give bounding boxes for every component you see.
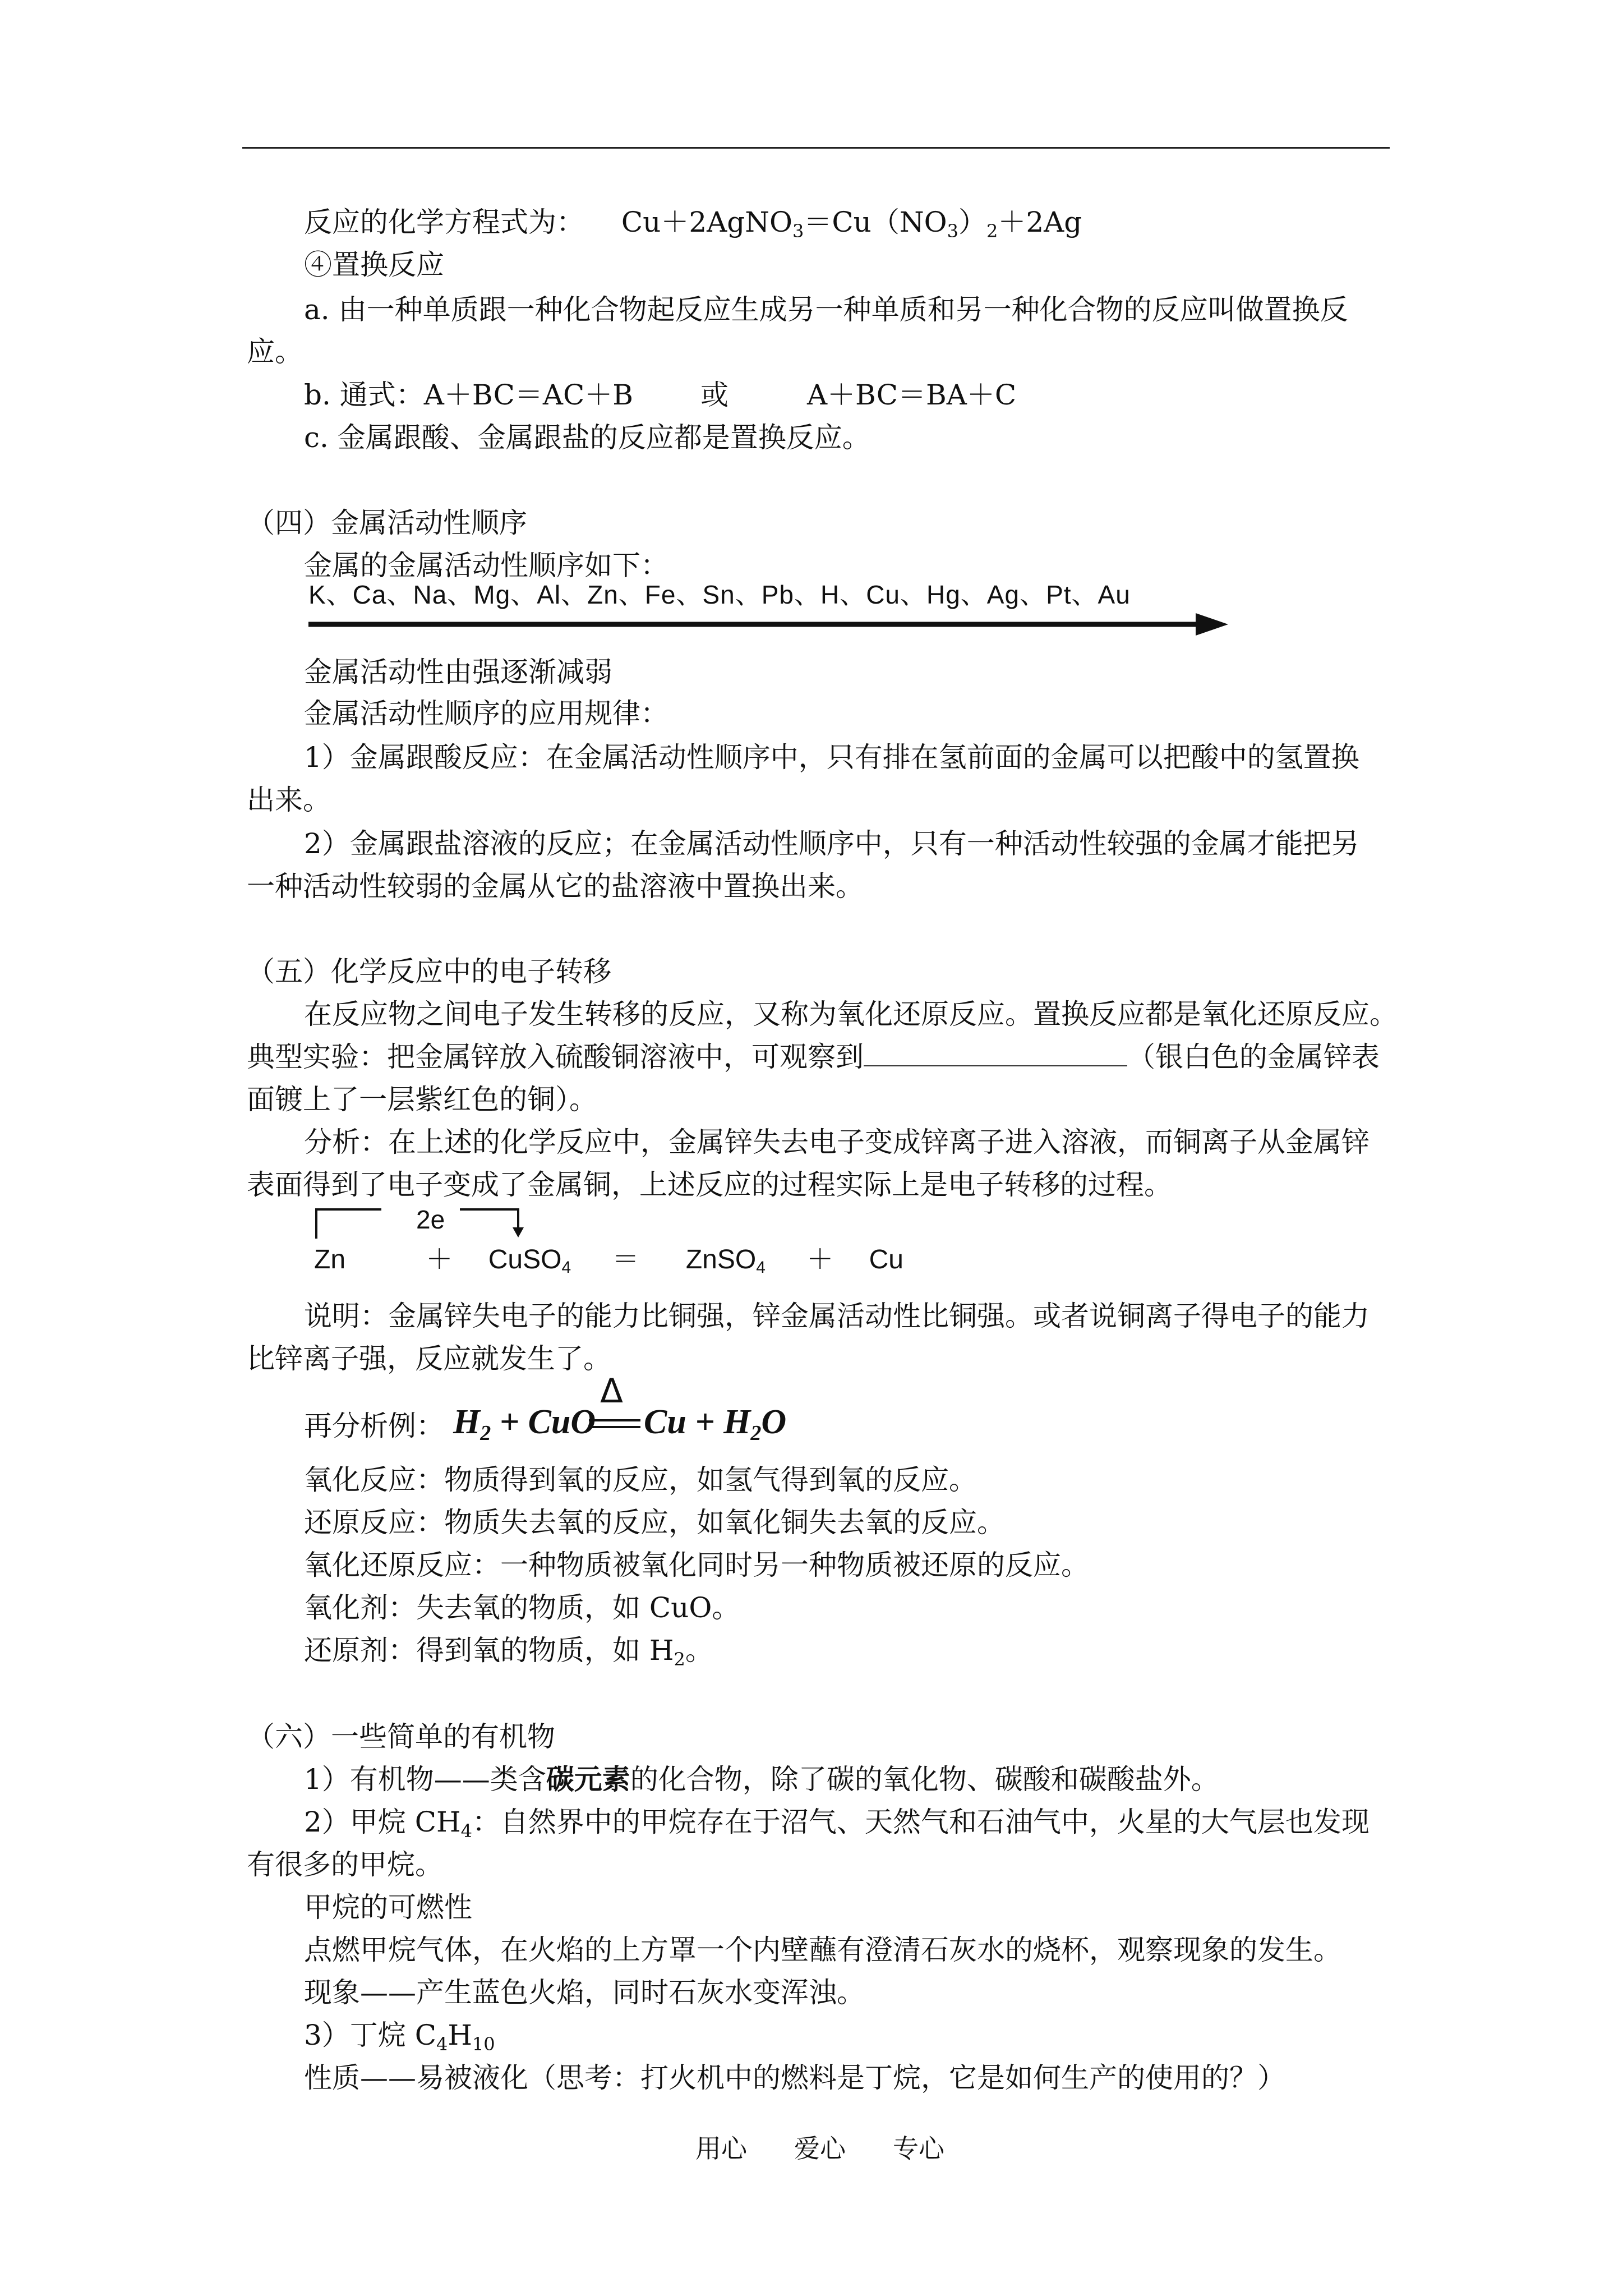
organic-item2-line1: 2）甲烷 $CH_4$：自然界中的甲烷存在于沼气、天然气和石油气中，火星的大气层也发现 <box>304 1806 1370 1842</box>
note-line1: 说明：金属锌失电子的能力比铜强，锌金属活动性比铜强。或者说铜离子得电子的能力 <box>304 1300 1370 1332</box>
section5-heading: （五）化学反应中的电子转移 <box>247 955 611 988</box>
electron-label: 2e <box>416 1205 445 1234</box>
item-c: c. 金属跟酸、金属跟盐的反应都是置换反应。 <box>304 421 870 454</box>
example-equation-rhs: $Cu + H_2O$ <box>644 1403 787 1445</box>
rule2-line1: 2）金属跟盐溶液的反应；在金属活动性顺序中，只有一种活动性较强的金属才能把另 <box>304 827 1359 860</box>
header-rule <box>242 147 1390 149</box>
heat-symbol: Δ <box>600 1372 624 1411</box>
footer-word-3: 专心 <box>893 2133 944 2164</box>
example-equation-lhs: $H_2$ + CuO <box>453 1403 596 1445</box>
footer-word-1: 用心 <box>695 2133 747 2164</box>
zn-reaction: Zn ＋ CuSO$_4$ ＝ ZnSO$_4$ ＋ Cu <box>314 1245 903 1277</box>
section5-p2-line2: 表面得到了电子变成了金属铜，上述反应的过程实际上是电子转移的过程。 <box>247 1168 1172 1201</box>
reduction-def: 还原反应：物质失去氧的反应，如氧化铜失去氧的反应。 <box>304 1506 1005 1539</box>
organic-item3: 3）丁烷 $C_4H_{10}$ <box>304 2019 495 2055</box>
activity-series-arrow <box>308 610 1228 638</box>
oxidant-def: 氧化剂：失去氧的物质，如 CuO。 <box>304 1591 740 1624</box>
section5-p1-line2: 典型实验：把金属锌放入硫酸铜溶液中，可观察到 （银白色的金属锌表 <box>247 1041 1380 1073</box>
footer-word-2: 爱心 <box>794 2133 846 2164</box>
rule1-line2: 出来。 <box>247 784 331 816</box>
item-b: b. 通式：A＋BC＝AC＋B 或 A＋BC＝BA＋C <box>304 379 1017 411</box>
section4-rules-title: 金属活动性顺序的应用规律： <box>304 697 668 730</box>
section4-trend: 金属活动性由强逐渐减弱 <box>304 656 612 688</box>
equation-line <box>304 204 1082 240</box>
section6-heading: （六）一些简单的有机物 <box>247 1720 555 1753</box>
redox-def: 氧化还原反应：一种物质被氧化同时另一种物质被还原的反应。 <box>304 1549 1089 1581</box>
section5-p1-line1: 在反应物之间电子发生转移的反应，又称为氧化还原反应。置换反应都是氧化还原反应。 <box>304 998 1398 1030</box>
organic-item2-line2: 有很多的甲烷。 <box>247 1848 443 1881</box>
equation-label: 反应的化学方程式为： <box>304 206 584 238</box>
example-label: 再分析例： <box>304 1410 444 1442</box>
section5-p2-line1: 分析：在上述的化学反应中，金属锌失去电子变成锌离子进入溶液，而铜离子从金属锌 <box>304 1126 1370 1158</box>
methane-experiment: 点燃甲烷气体，在火焰的上方罩一个内壁蘸有澄清石灰水的烧杯，观察现象的发生。 <box>304 1934 1341 1966</box>
equals-sign <box>589 1419 640 1429</box>
activity-series <box>308 578 1228 639</box>
activity-series-text: K、Ca、Na、Mg、Al、Zn、Fe、Sn、Pb、H、Cu、Hg、Ag、Pt、Au <box>308 580 1131 609</box>
methane-phenomenon: 现象——产生蓝色火焰，同时石灰水变浑浊。 <box>304 1976 865 2009</box>
answer-blank <box>864 1041 1127 1066</box>
item-a-line2: 应。 <box>247 335 303 368</box>
oxidation-def: 氧化反应：物质得到氧的反应，如氢气得到氧的反应。 <box>304 1464 977 1496</box>
butane-property: 性质——易被液化（思考：打火机中的燃料是丁烷，它是如何生产的使用的？） <box>304 2062 1285 2094</box>
note-line2: 比锌离子强，反应就发生了。 <box>247 1342 611 1375</box>
item-a-line1: a. 由一种单质跟一种化合物起反应生成另一种单质和另一种化合物的反应叫做置换反 <box>304 293 1348 326</box>
rule1-line1: 1）金属跟酸反应：在金属活动性顺序中，只有排在氢前面的金属可以把酸中的氢置换 <box>304 741 1359 774</box>
reductant-def: 还原剂：得到氧的物质，如 $H_2$。 <box>304 1634 713 1670</box>
section4-intro: 金属的金属活动性顺序如下： <box>304 549 668 582</box>
equation: $Cu+2AgNO_3=Cu(NO_3)_2+2Ag$ <box>621 206 1082 242</box>
methane-flammability: 甲烷的可燃性 <box>304 1891 472 1924</box>
item4-title: ④置换反应 <box>304 249 444 281</box>
section4-heading: （四）金属活动性顺序 <box>247 507 527 539</box>
section5-p1-line3: 面镀上了一层紫红色的铜）。 <box>247 1083 597 1116</box>
organic-item1: 1）有机物——类含碳元素的化合物，除了碳的氧化物、碳酸和碳酸盐外。 <box>304 1763 1219 1796</box>
rule2-line2: 一种活动性较弱的金属从它的盐溶液中置换出来。 <box>247 870 864 903</box>
